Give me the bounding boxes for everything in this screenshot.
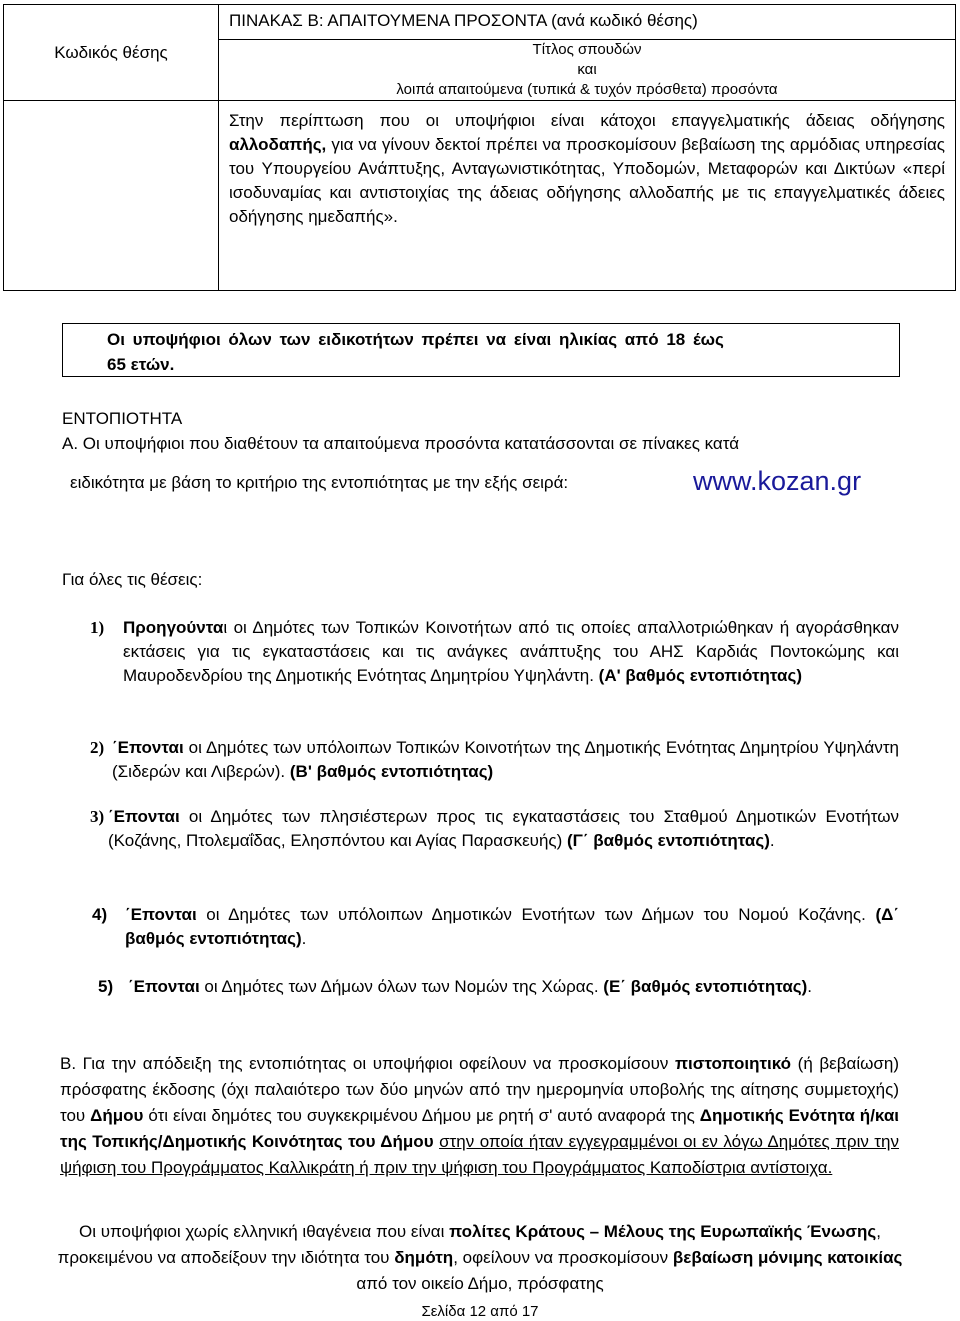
eu-citizens-text: Οι υποψήφιοι χωρίς ελληνική ιθαγένεια που είναι πολίτες Κράτους – Μέλους της Ευρωπαϊκής Ένωσης, προκειμένου να αποδείξουν την ιδιότητα του δημότη, οφείλουν να προσκομίσουν βεβαίωση μόνιμης κατοικίας από τον οικείο Δήμο, πρόσφατης: [57, 1222, 903, 1293]
item-5-text: ΄Επονται οι Δημότες των Δήμων όλων των Νομών της Χώρας. (Ε΄ βαθμός εντοπιότητας).: [128, 977, 813, 996]
item-3-number: 3): [90, 807, 105, 826]
page-footer: Σελίδα 12 από 17: [421, 1303, 539, 1320]
locality-a-line2: ειδικότητα με βάση το κριτήριο της εντοπιότητας με την εξής σειρά:: [70, 473, 569, 492]
locality-a-line1: Α. Οι υποψήφιοι που διαθέτουν τα απαιτούμενα προσόντα κατατάσσονται σε πίνακες κατά: [62, 434, 740, 453]
foreign-license-text: Στην περίπτωση που οι υποψήφιοι είναι κάτοχοι επαγγελματικής άδειας οδήγησης αλλοδαπής, για να γίνουν δεκτοί πρέπει να προσκομίσουν βεβαίωση της αρμόδιας υπηρεσίας του Υπουργείου Ανάπτυξης, Ανταγωνιστικότητας, Υποδομών, Μεταφορών και Δικτύων «περί ισοδυναμίας και αντιστοιχίας της άδειας οδήγησης αλλοδαπής με τις επαγγελματικές άδειες οδήγησης ημεδαπής».: [229, 111, 945, 226]
col-title-header: [219, 40, 956, 101]
requirements-table: [3, 4, 956, 291]
website-link[interactable]: www.kozan.gr: [693, 466, 862, 496]
all-positions-label: Για όλες τις θέσεις:: [62, 570, 203, 589]
item-4-number: 4): [92, 905, 108, 924]
age-requirement-box: [62, 323, 900, 377]
item-5-number: 5): [98, 977, 114, 996]
item-2-text: ΄Επονται οι Δημότες των υπόλοιπων Τοπικών Κοινοτήτων της Δημοτικής Ενότητας Δημητρίου Υψηλάντη (Σιδερών και Λιβερών). (Β' βαθμός εντοπιότητας): [112, 738, 899, 781]
item-1-number: 1): [90, 618, 105, 637]
item-1-text: Προηγούνται οι Δημότες των Τοπικών Κοινοτήτων από τις οποίες απαλλοτριώθηκαν ή αγοράσθηκαν εκτάσεις για τις εγκαταστάσεις και τις ανάγκες ανάπτυξης του ΑΗΣ Καρδιάς Ποντοκώμης και Μαυροδενδρίου της Δημοτικής Ενότητας Δημητρίου Υψηλάντη. (Α' βαθμός εντοπιότητας): [123, 618, 899, 685]
col-code-header: Κωδικός θέσης: [4, 5, 219, 101]
item-3-text: ΄Επονται οι Δημότες των πλησιέστερων προς τις εγκαταστάσεις του Σταθμού Δημοτικών Ενοτήτων (Κοζάνης, Πτολεμαΐδας, Ελησπόντου και Αγίας Παρασκευής) (Γ΄ βαθμός εντοπιότητας).: [108, 807, 899, 850]
table-title: ΠΙΝΑΚΑΣ Β: ΑΠΑΙΤΟΥΜΕΝΑ ΠΡΟΣΟΝΤΑ (ανά κωδικό θέσης): [219, 5, 956, 40]
col-title-l3: λοιπά απαιτούμενα (τυπικά & τυχόν πρόσθετα) προσόντα: [396, 81, 778, 98]
age-line-2: 65 ετών.: [107, 355, 175, 374]
age-line-1: Οι υποψήφιοι όλων των ειδικοτήτων πρέπει να είναι ηλικίας από 18 έως: [107, 330, 724, 349]
col-title-l1: Τίτλος σπουδών: [532, 41, 642, 58]
section-b-text: Β. Για την απόδειξη της εντοπιότητας οι υποψήφιοι οφείλουν να προσκομίσουν πιστοποιητικό (ή βεβαίωση) πρόσφατης έκδοσης (όχι παλαιότερο των δύο μηνών από την ημερομηνία υποβολής της αίτησης συμμετοχής) του Δήμου ότι είναι δημότες του συγκεκριμένου Δήμου με ρητή σ' αυτό αναφορά της Δημοτικής Ενότητα ή/και της Τοπικής/Δημοτικής Κοινότητας του Δήμου στην οποία ήταν εγγεγραμμένοι οι εν λόγω Δημότες πριν την ψήφιση του Προγράμματος Καλλικράτη ή πριν την ψήφιση του Προγράμματος Καποδίστρια αντίστοιχα.: [60, 1054, 900, 1177]
item-4-text: ΄Επονται οι Δημότες των υπόλοιπων Δημοτικών Ενοτήτων των Δήμων του Νομού Κοζάνης. (Δ΄ βαθμός εντοπιότητας).: [125, 905, 899, 948]
requirements-cell: [219, 101, 956, 291]
col-title-l2: και: [577, 61, 597, 78]
locality-heading: ΕΝΤΟΠΙΟΤΗΤΑ: [62, 409, 183, 428]
item-2-number: 2): [90, 738, 105, 757]
code-cell: [4, 101, 219, 291]
